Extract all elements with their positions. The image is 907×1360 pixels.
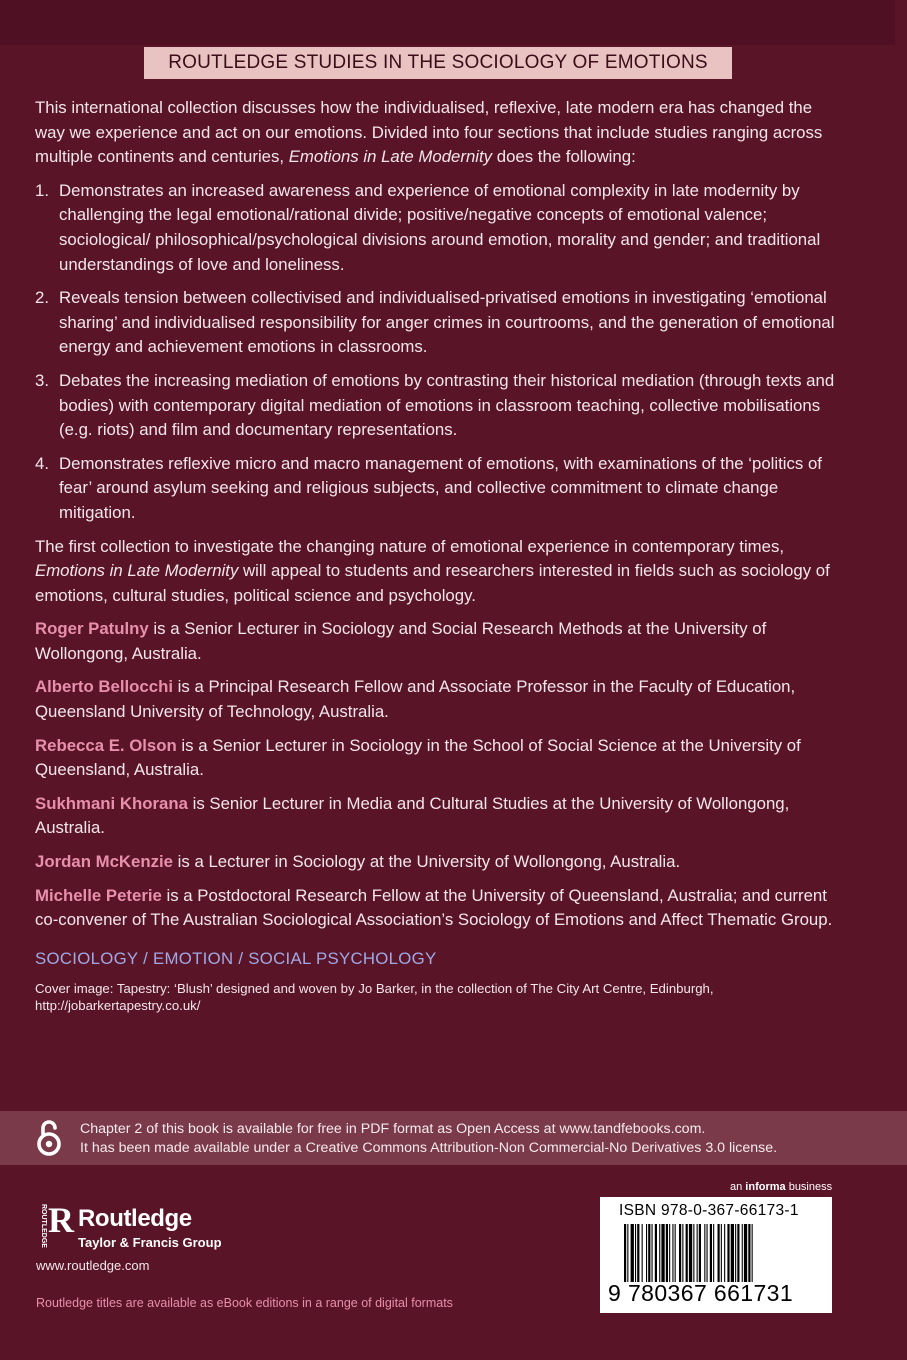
list-item: 4. Demonstrates reflexive micro and macro management of emotions, with examinations of the ‘politics of fear’ around asylum seeking and religious subjects, and collective commitment to climate change mitigation. — [35, 453, 822, 522]
publisher-group: Taylor & Francis Group — [78, 1235, 222, 1250]
barcode-bar — [631, 1224, 634, 1282]
barcode-bar — [689, 1224, 692, 1282]
barcode-bar — [679, 1224, 681, 1282]
back-cover-text — [35, 96, 835, 1023]
author-name: Alberto Bellocchi — [35, 677, 174, 697]
barcode-bar — [727, 1224, 729, 1282]
book-title-em: Emotions in Late Modernity — [35, 561, 239, 581]
barcode-bar — [693, 1224, 694, 1282]
isbn-label: ISBN 978-0-367-66173-1 — [619, 1202, 799, 1219]
barcode-bar — [661, 1224, 664, 1282]
list-item: 3. Debates the increasing mediation of emotions by contrasting their historical mediation (through texts and bodies) with contemporary digital mediation of emotions in classroom teaching, collective mobilisations (e.g. riots) and film and documentary representations. — [35, 370, 835, 440]
barcode-bar — [648, 1224, 650, 1282]
author-bio: Alberto Bellocchi is a Principal Research Fellow and Associate Professor in the Faculty of Education, Queensland University of Technology, Australia. — [35, 677, 796, 722]
author-bio: Rebecca E. Olson is a Senior Lecturer in Sociology in the School of Social Science at the University of Queensland, Australia. — [35, 735, 801, 780]
barcode-bar — [713, 1224, 714, 1282]
open-access-band — [0, 1111, 907, 1165]
barcode-bar — [669, 1224, 670, 1282]
author-name: Roger Patulny — [35, 619, 149, 639]
barcode-bar — [682, 1224, 683, 1282]
barcode-bar — [627, 1224, 628, 1282]
isbn-barcode — [600, 1197, 832, 1313]
barcode-bar — [737, 1224, 739, 1282]
intro-paragraph: This international collection discusses how the individualised, reflexive, late modern era has changed the way we experience and act on our emotions. Divided into four sections that include studies ranging across multiple continents and centuries, Emotions in Late Modernity does the following: — [35, 98, 823, 167]
author-bio: Jordan McKenzie is a Lecturer in Sociology at the University of Wollongong, Australia. — [35, 852, 681, 872]
feature-list — [35, 179, 835, 526]
barcode-digits: 9 780367 661731 — [608, 1280, 794, 1306]
barcode-bar — [699, 1224, 701, 1282]
svg-text:ROUTLEDGE: ROUTLEDGE — [40, 1204, 47, 1248]
open-access-icon — [34, 1119, 64, 1157]
barcode-bar — [637, 1224, 639, 1282]
top-band — [0, 0, 895, 45]
book-title-em: Emotions in Late Modernity — [288, 147, 493, 167]
barcode-bar — [697, 1224, 698, 1282]
barcode-bar — [646, 1224, 647, 1282]
barcode-bar — [735, 1224, 736, 1282]
barcode-bar — [675, 1224, 676, 1282]
informa-business: an informa business — [730, 1181, 833, 1193]
barcode-bar — [721, 1224, 722, 1282]
barcode-bar — [635, 1224, 636, 1282]
cover-credit: Cover image: Tapestry: ‘Blush’ designed and woven by Jo Barker, in the collection of The City Art Centre, Edinburgh, http://jobarkertapestry.co.uk/ — [35, 981, 714, 1014]
barcode-bar — [686, 1224, 688, 1282]
svg-text:R: R — [48, 1200, 74, 1240]
ebook-note: Routledge titles are available as eBook editions in a range of digital formats — [36, 1296, 453, 1310]
barcode-bar — [666, 1224, 668, 1282]
barcode-bar — [710, 1224, 712, 1282]
series-banner: ROUTLEDGE STUDIES IN THE SOCIOLOGY OF EMOTIONS — [144, 47, 732, 79]
barcode-bar — [748, 1224, 750, 1282]
routledge-r-icon — [36, 1200, 74, 1254]
barcode-bar — [744, 1224, 747, 1282]
publisher-name: Routledge — [78, 1205, 192, 1232]
barcode-bar — [718, 1224, 720, 1282]
author-name: Jordan McKenzie — [35, 852, 174, 872]
closing-paragraph: The first collection to investigate the changing nature of emotional experience in contemporary times, Emotions in Late Modernity will appeal to students and researchers interested in fields such as sociology of emotions, cultural studies, political science and psychology. — [35, 536, 830, 605]
barcode-bar — [672, 1224, 673, 1282]
author-name: Michelle Peterie — [35, 885, 162, 905]
list-item: 1. Demonstrates an increased awareness and experience of emotional complexity in late modernity by challenging the legal emotional/rational divide; positive/negative concepts of emotional valence; sociological/ philosophical/psychological divisions around emotion, morality and gender; and traditional understandings of love and loneliness. — [35, 180, 821, 274]
open-access-text: Chapter 2 of this book is available for free in PDF format as Open Access at www.tandfebooks.com. It has been made available under a Creative Commons Attribution-Non Commercial-No Derivatives 3.0 license. — [80, 1121, 778, 1156]
barcode-bar — [731, 1224, 734, 1282]
barcode-bar — [752, 1224, 753, 1282]
list-item: 2. Reveals tension between collectivised and individualised-privatised emotions in investigating ‘emotional sharing’ and individualised responsibility for anger crimes in courtrooms, and the generation of emotional energy and achievement emotions in classrooms. — [35, 288, 835, 357]
author-name: Rebecca E. Olson — [35, 735, 177, 755]
author-name: Sukhmani Khorana — [35, 793, 188, 813]
subject-categories: SOCIOLOGY / EMOTION / SOCIAL PSYCHOLOGY — [35, 948, 437, 968]
barcode-bar — [707, 1224, 708, 1282]
barcode-bar — [624, 1224, 626, 1282]
barcode-bar — [659, 1224, 660, 1282]
author-bio: Sukhmani Khorana is Senior Lecturer in Media and Cultural Studies at the University of Wollongong, Australia. — [35, 793, 790, 838]
barcode-bar — [724, 1224, 725, 1282]
author-bio: Roger Patulny is a Senior Lecturer in Sociology and Social Research Methods at the University of Wollongong, Australia. — [35, 619, 767, 663]
barcode-bar — [652, 1224, 653, 1282]
publisher-url: www.routledge.com — [36, 1258, 150, 1273]
barcode-bar — [704, 1224, 705, 1282]
author-bio: Michelle Peterie is a Postdoctoral Research Fellow at the University of Queensland, Australia; and current co-convener of The Australian Sociological Association’s Sociology of Emotions and Affect Thematic Group. — [35, 885, 833, 930]
barcode-bars — [624, 1224, 824, 1282]
barcode-bar — [655, 1224, 657, 1282]
barcode-bar — [642, 1224, 643, 1282]
barcode-bar — [742, 1224, 743, 1282]
